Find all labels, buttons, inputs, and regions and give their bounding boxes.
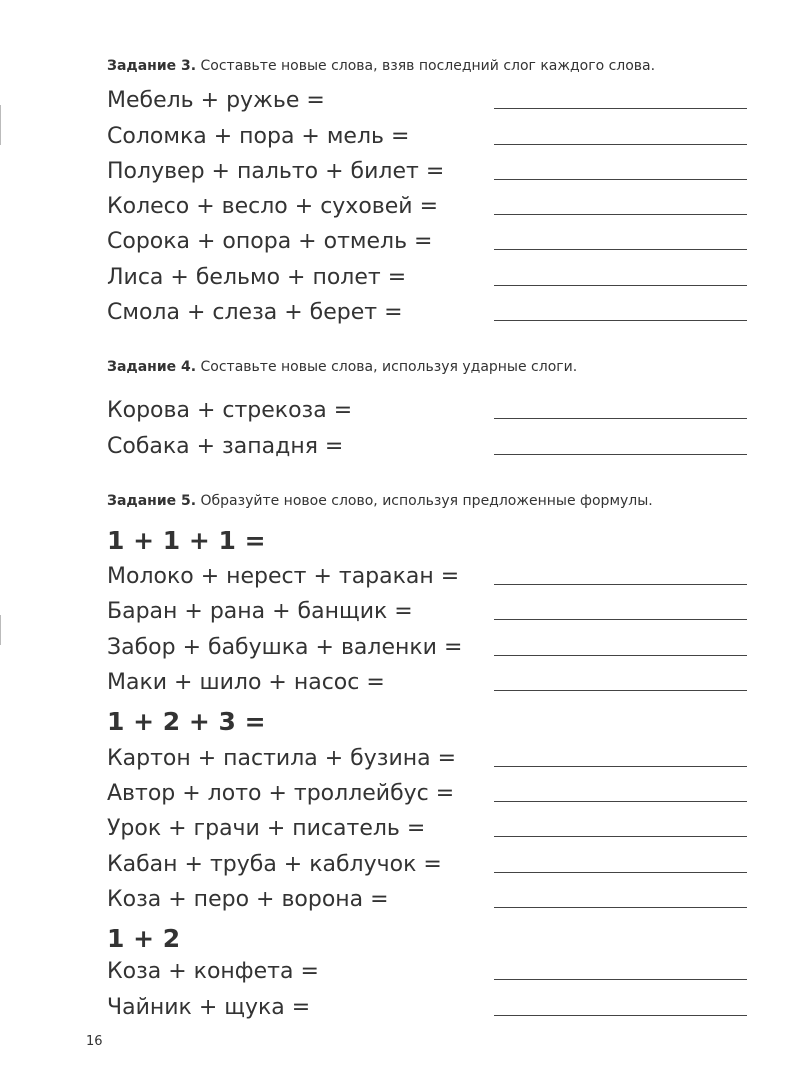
equation: Соломка + пора + мель = (107, 124, 410, 149)
task5-label: Задание 5. (107, 493, 197, 509)
page-number: 16 (86, 1034, 103, 1049)
equation: Молоко + нерест + таракан = (107, 564, 460, 589)
equation: Собака + западня = (107, 434, 344, 459)
answer-line[interactable] (494, 907, 747, 908)
answer-line[interactable] (494, 454, 747, 455)
task3-label: Задание 3. (107, 58, 197, 74)
answer-line[interactable] (494, 801, 747, 802)
answer-line[interactable] (494, 872, 747, 873)
equation: Мебель + ружье = (107, 88, 325, 113)
equation: Лиса + бельмо + полет = (107, 265, 407, 290)
equation: Чайник + щука = (107, 995, 311, 1020)
answer-line[interactable] (494, 418, 747, 419)
answer-line[interactable] (494, 690, 747, 691)
equation: Корова + стрекоза = (107, 398, 353, 423)
equation: Смола + слеза + берет = (107, 300, 403, 325)
formula-heading: 1 + 1 + 1 = (107, 526, 266, 555)
answer-line[interactable] (494, 144, 747, 145)
left-edge-mark-bottom (0, 615, 1, 645)
task5-instruction: Образуйте новое слово, используя предложенные формулы. (200, 493, 653, 509)
task3-header (107, 58, 655, 74)
answer-line[interactable] (494, 655, 747, 656)
answer-line[interactable] (494, 108, 747, 109)
left-edge-mark-top (0, 105, 1, 145)
equation: Коза + конфета = (107, 959, 319, 984)
answer-line[interactable] (494, 179, 747, 180)
answer-line[interactable] (494, 320, 747, 321)
answer-line[interactable] (494, 584, 747, 585)
task4-instruction: Составьте новые слова, используя ударные слоги. (200, 359, 578, 375)
equation: Сорока + опора + отмель = (107, 229, 433, 254)
answer-line[interactable] (494, 836, 747, 837)
answer-line[interactable] (494, 249, 747, 250)
equation: Кабан + труба + каблучок = (107, 852, 442, 877)
equation: Колесо + весло + суховей = (107, 194, 439, 219)
task3-instruction: Составьте новые слова, взяв последний слог каждого слова. (200, 58, 656, 74)
answer-line[interactable] (494, 285, 747, 286)
equation: Маки + шило + насос = (107, 670, 385, 695)
answer-line[interactable] (494, 619, 747, 620)
formula-heading: 1 + 2 (107, 924, 181, 953)
task4-label: Задание 4. (107, 359, 197, 375)
task5-header (107, 493, 653, 509)
formula-heading: 1 + 2 + 3 = (107, 707, 266, 736)
equation: Забор + бабушка + валенки = (107, 635, 463, 660)
equation: Картон + пастила + бузина = (107, 746, 457, 771)
answer-line[interactable] (494, 1015, 747, 1016)
equation: Полувер + пальто + билет = (107, 159, 445, 184)
equation: Урок + грачи + писатель = (107, 816, 426, 841)
equation: Коза + перо + ворона = (107, 887, 389, 912)
answer-line[interactable] (494, 214, 747, 215)
answer-line[interactable] (494, 979, 747, 980)
equation: Баран + рана + банщик = (107, 599, 413, 624)
task4-header (107, 359, 577, 375)
equation: Автор + лото + троллейбус = (107, 781, 455, 806)
answer-line[interactable] (494, 766, 747, 767)
